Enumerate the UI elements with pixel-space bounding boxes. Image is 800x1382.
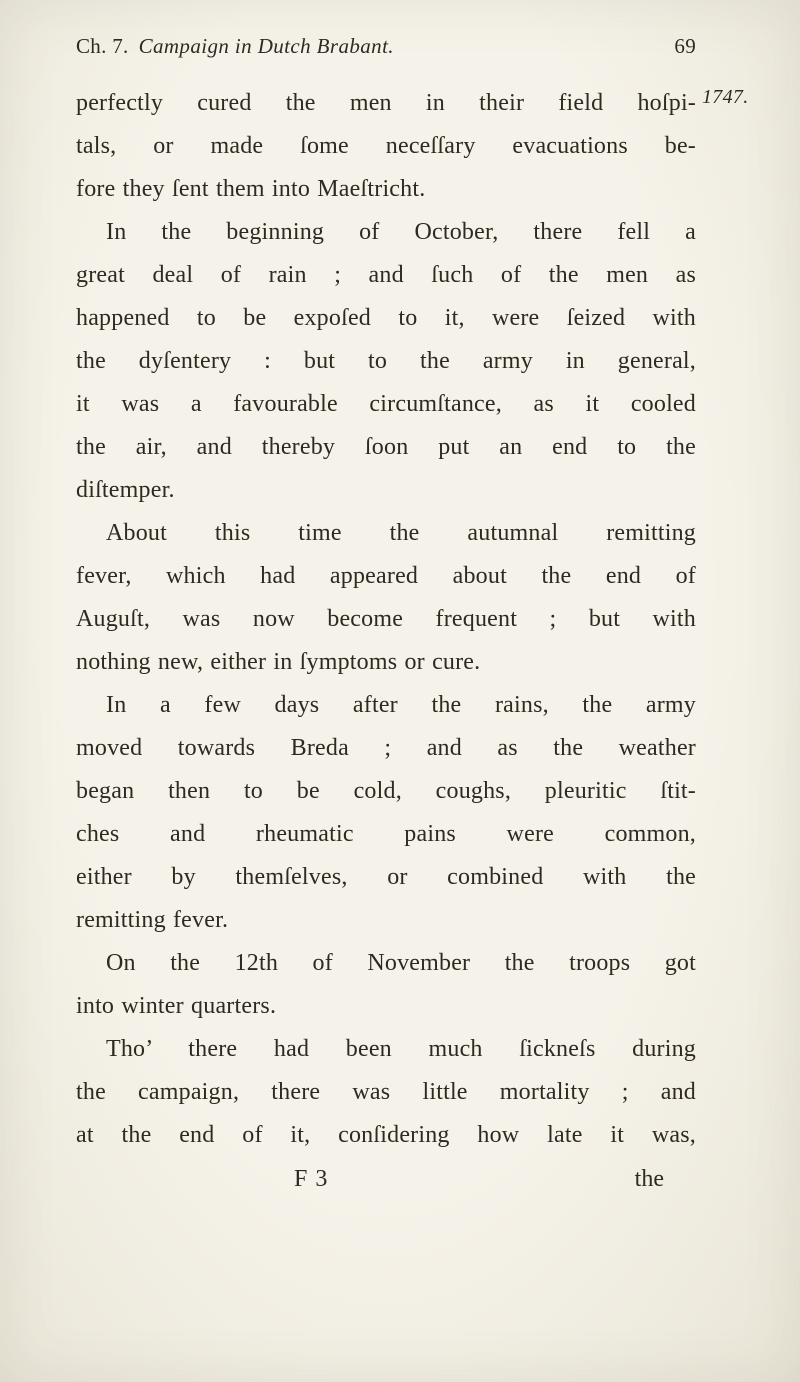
margin-year-note: 1747. [702,86,749,108]
text-line: nothing new, either in ſymptoms or cure. [76,649,481,675]
page-footer [76,1158,696,1201]
text-line: In a few days after the rains, the army [106,692,696,718]
text-line: fore they ſent them into Maeſtricht. [76,176,426,202]
chapter-label: Ch. 7. [76,34,129,58]
chapter-title: Campaign in Dutch Brabant. [138,34,394,58]
catchword: the [634,1166,664,1192]
text-line: either by themſelves, or combined with the [76,864,696,890]
text-line: remitting fever. [76,907,229,933]
header-left [76,34,394,59]
body-text [76,82,696,1157]
text-line: Auguſt, was now become frequent ; but with [76,606,696,632]
text-line: the dyſentery : but to the army in general, [76,348,696,374]
text-line: great deal of rain ; and ſuch of the men as [76,262,696,288]
text-line: fever, which had appeared about the end of [76,563,696,589]
text-line: On the 12th of November the troops got [106,950,696,976]
text-line: began then to be cold, coughs, pleuritic ſtit- [76,778,696,804]
text-line: it was a favourable circumſtance, as it cooled [76,391,696,417]
text-line: About this time the autumnal remitting [106,520,696,546]
text-line: In the beginning of October, there fell a [106,219,696,245]
text-line: into winter quarters. [76,993,277,1019]
text-line: moved towards Breda ; and as the weather [76,735,696,761]
text-line: tals, or made ſome neceſſary evacuations be- [76,133,696,159]
text-line: happened to be expoſed to it, were ſeized with [76,305,696,331]
page-number: 69 [674,34,696,58]
signature-mark: F 3 [294,1166,329,1192]
text-line: at the end of it, conſidering how late it was, [76,1122,696,1148]
text-line: ches and rheumatic pains were common, [76,821,696,847]
text-line: the air, and thereby ſoon put an end to the [76,434,696,460]
text-line: diſtemper. [76,477,175,503]
text-line: perfectly cured the men in their field hoſpi- [76,90,696,116]
text-line: Tho’ there had been much ſickneſs during [106,1036,696,1062]
running-header [76,34,696,59]
text-line: the campaign, there was little mortality ; and [76,1079,696,1105]
